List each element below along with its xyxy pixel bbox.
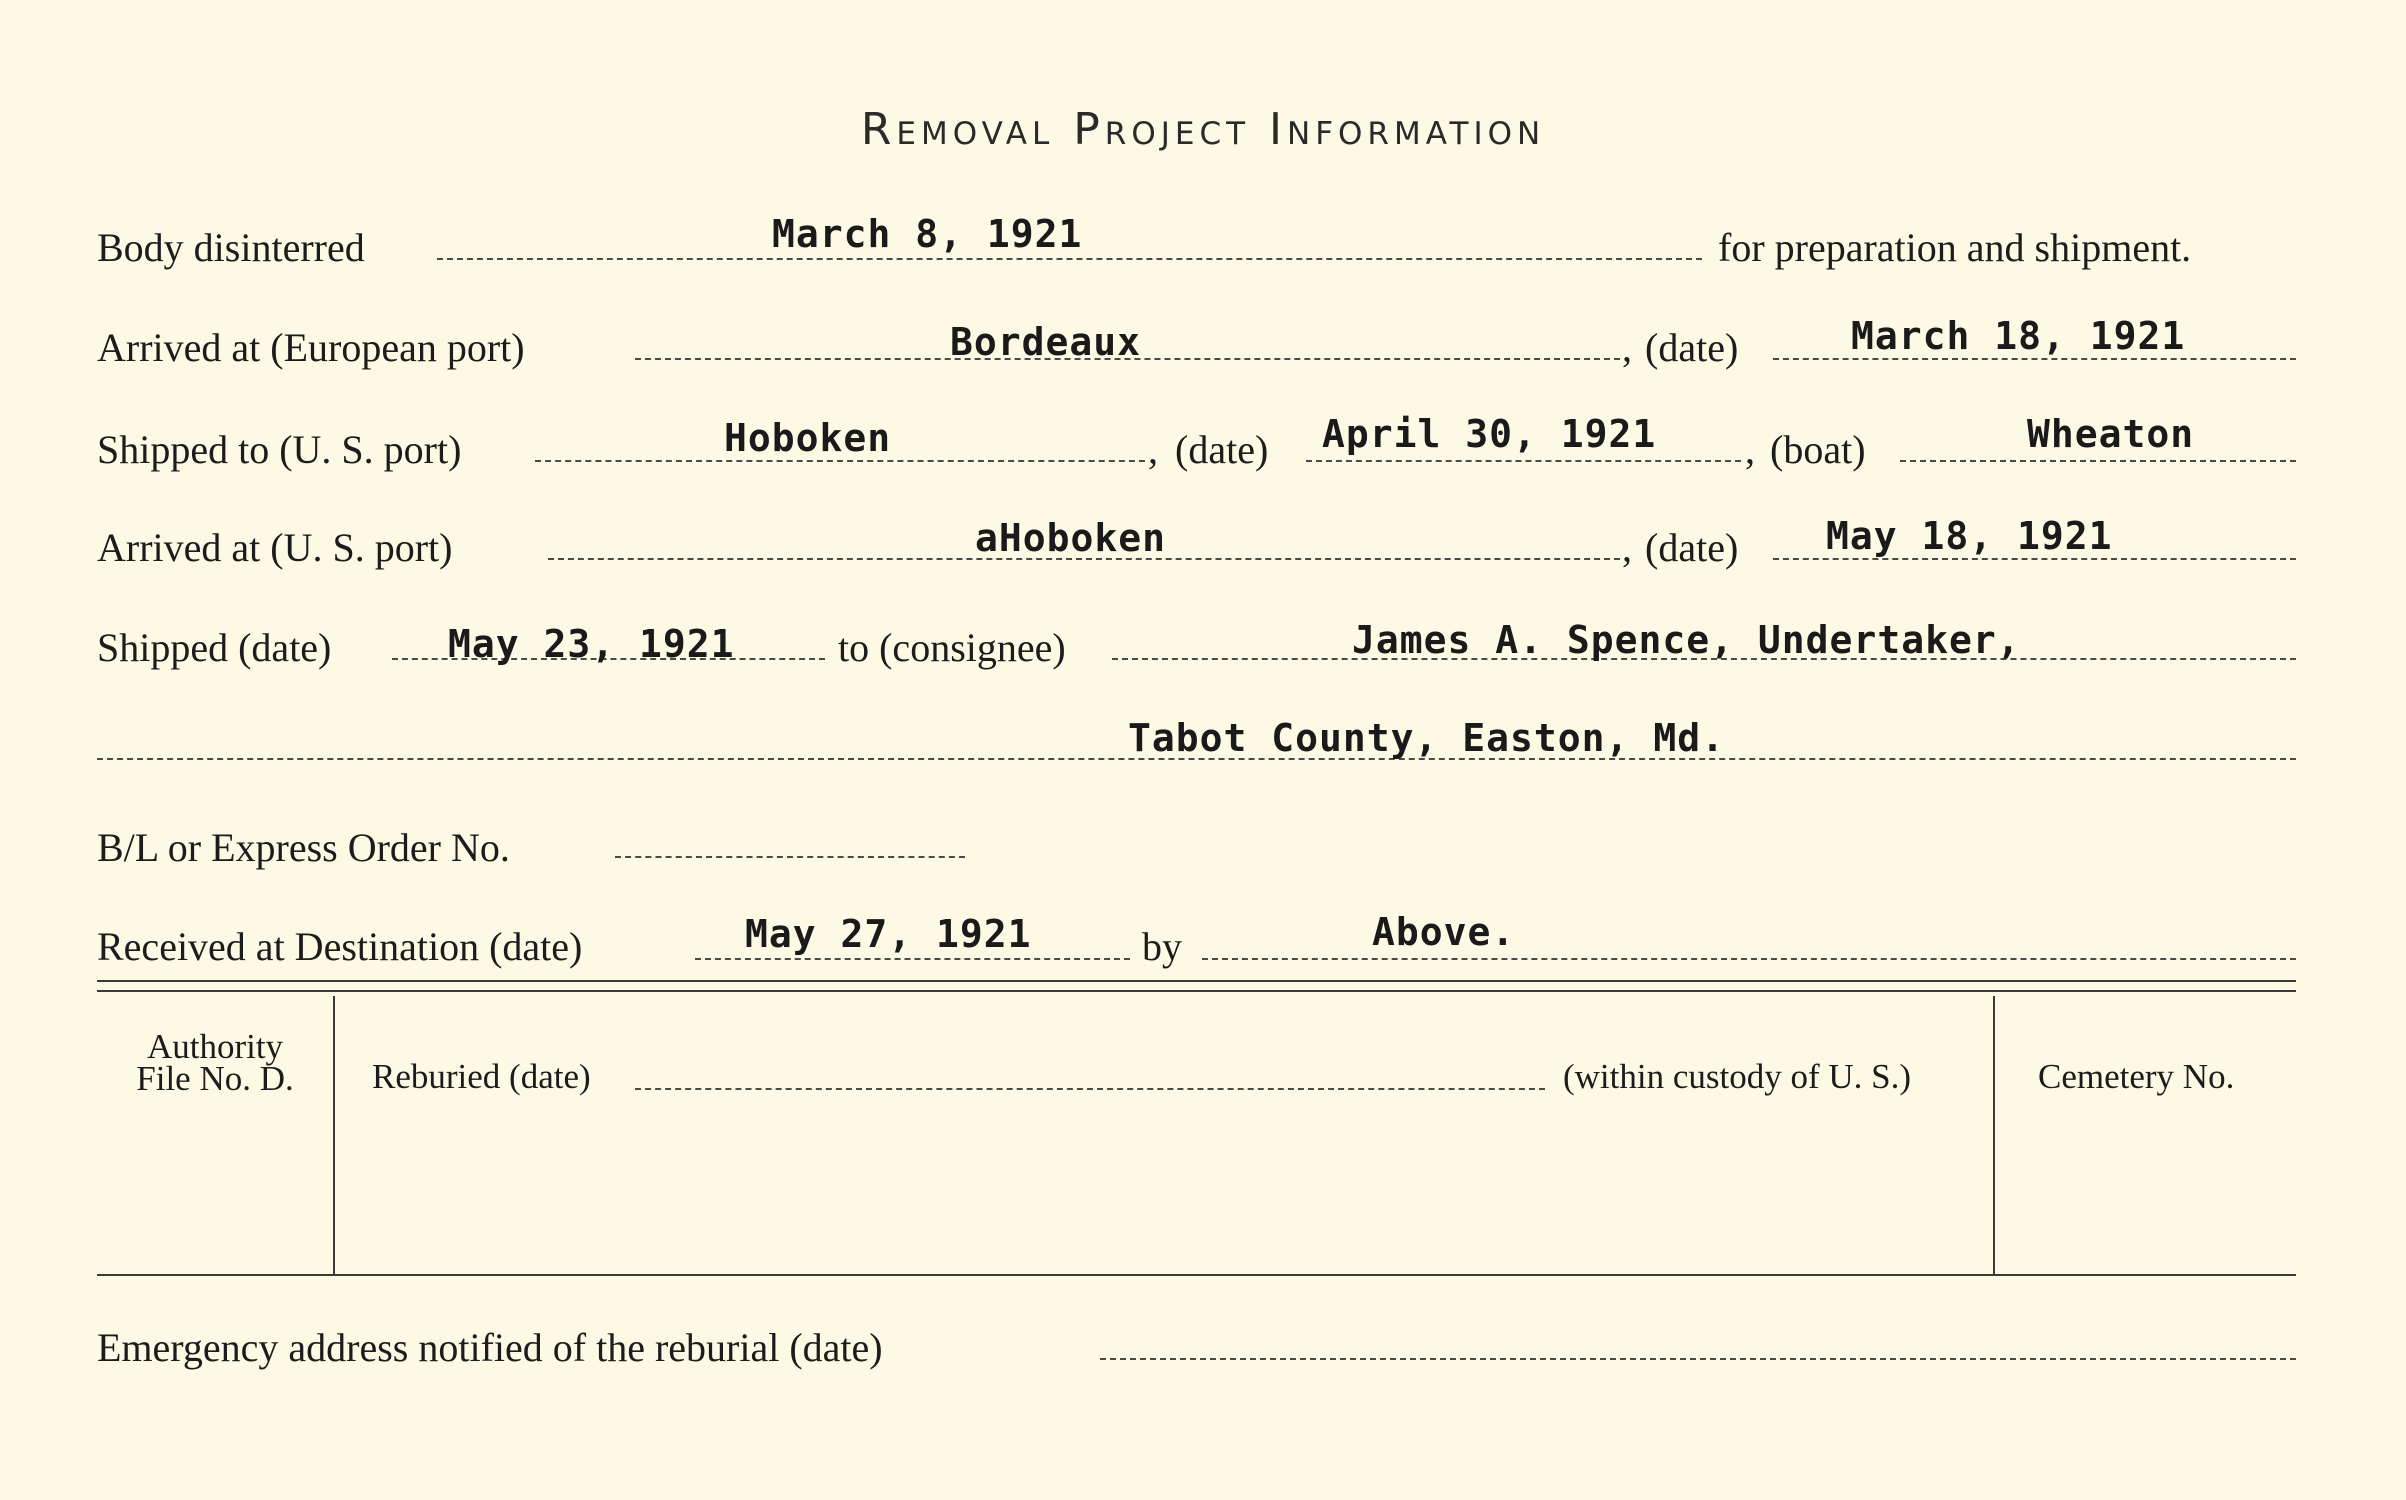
label-received-at-destination: Received at Destination (date) [97,924,583,969]
field-line-bl [615,856,965,858]
rule-top-2 [97,990,2296,992]
label-shipped-date: Shipped (date) [97,625,332,670]
label-comma-1: , [1622,325,1632,370]
label-file-no: File No. D. [136,1059,294,1098]
value-consignee-line2: Tabot County, Easton, Md. [1128,716,1725,760]
label-date-3: (date) [1645,525,1739,570]
label-to-consignee: to (consignee) [838,625,1066,670]
label-shipped-to-us-port: Shipped to (U. S. port) [97,427,462,472]
label-by: by [1142,924,1182,969]
label-emergency-address: Emergency address notified of the reburial (date) [97,1325,883,1370]
label-for-preparation: for preparation and shipment. [1718,225,2192,270]
value-us-arrival-date: May 18, 1921 [1826,514,2113,558]
label-boat: (boat) [1770,427,1866,472]
field-line-reburied [635,1088,1545,1090]
rule-top-1 [97,980,2296,982]
field-line-emergency [1100,1358,2296,1360]
value-received-by: Above. [1372,910,1516,954]
field-line-received-by [1202,958,2296,960]
value-eu-arrival-date: March 18, 1921 [1851,314,2186,358]
label-body-disinterred: Body disinterred [97,225,365,270]
field-line-received-date [695,958,1130,960]
value-disinterred-date: March 8, 1921 [772,212,1083,256]
field-line-disinterred [437,258,1702,260]
field-line-us-arrival-date [1773,558,2296,560]
divider-left [333,996,335,1274]
value-boat: Wheaton [2027,412,2195,456]
value-us-port-shipped: Hoboken [724,416,892,460]
label-reburied: Reburied (date) [372,1057,591,1096]
value-consignee-shipped-date: May 23, 1921 [448,622,735,666]
divider-right [1993,996,1995,1274]
label-authority: Authority [146,1027,284,1066]
value-us-port-arrived: aHoboken [975,516,1167,560]
value-european-port: Bordeaux [950,320,1142,364]
value-received-date: May 27, 1921 [745,912,1032,956]
rule-bottom [97,1274,2296,1276]
label-arrived-european-port: Arrived at (European port) [97,325,525,370]
label-date-1: (date) [1645,325,1739,370]
value-consignee-line1: James A. Spence, Undertaker, [1352,618,2021,662]
field-line-boat [1900,460,2296,462]
label-cemetery-no: Cemetery No. [2038,1057,2235,1096]
form-title: Removal Project Information [860,104,1546,155]
label-arrived-us-port: Arrived at (U. S. port) [97,525,453,570]
label-within-custody: (within custody of U. S.) [1563,1057,1912,1096]
label-comma-3: , [1745,427,1755,472]
value-shipped-date: April 30, 1921 [1322,412,1657,456]
field-line-eu-date [1773,358,2296,360]
label-bl-express-order: B/L or Express Order No. [97,825,510,870]
label-date-2: (date) [1175,427,1269,472]
label-comma-4: , [1622,525,1632,570]
field-line-shipped-date [1306,460,1741,462]
field-line-us-port-shipped [535,460,1145,462]
label-comma-2: , [1148,427,1158,472]
